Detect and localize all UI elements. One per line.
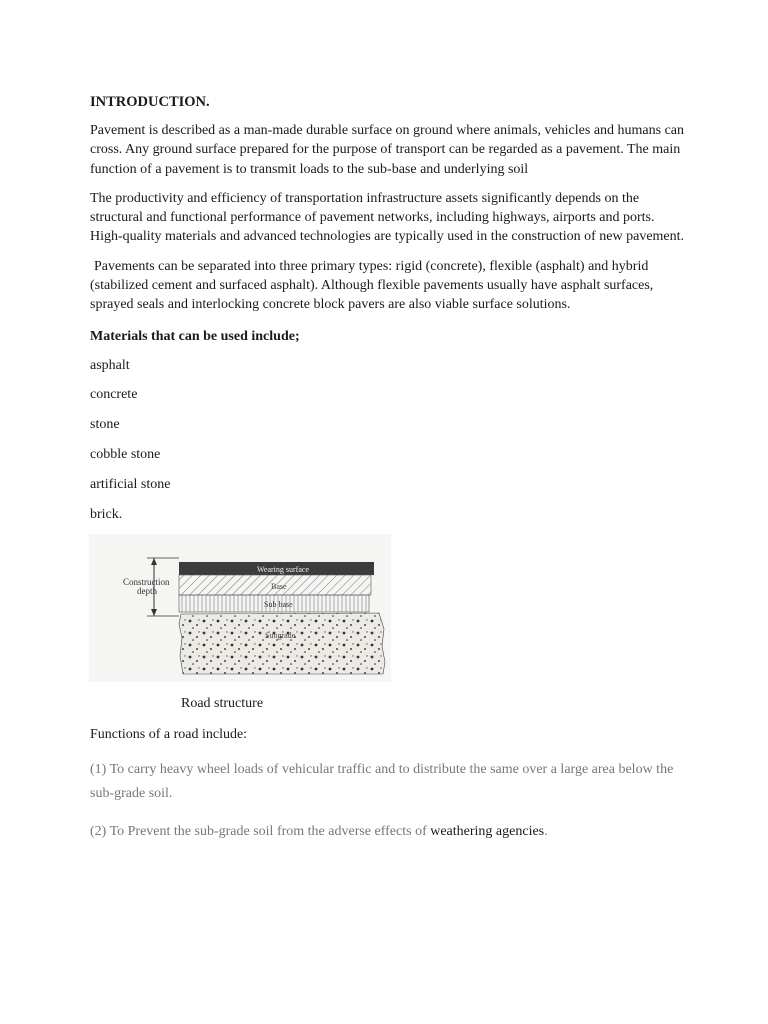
materials-list	[90, 356, 690, 524]
road-structure-figure	[89, 534, 391, 682]
materials-heading: Materials that can be used include;	[90, 328, 300, 344]
function-text: (2) To Prevent the sub-grade soil from the adverse effects of	[90, 824, 431, 840]
sub-base-label: Sub base	[264, 600, 293, 610]
list-item: brick.	[90, 506, 123, 522]
subgrade-label: Subgrade	[265, 631, 296, 641]
functions-title: Functions of a road include:	[90, 727, 248, 743]
section-heading: INTRODUCTION.	[90, 94, 210, 110]
depth-label: depth	[137, 586, 157, 597]
paragraph-1: Pavement is described as a man-made durable surface on ground where animals, vehicles and humans can cross. Any ground surface prepared for the purpose of transport can be regarded as a pavement. The main function of a pavement is to transmit loads to the sub-base and underlying soil	[90, 123, 685, 177]
list-item: asphalt	[90, 357, 130, 373]
wearing-surface-label: Wearing surface	[257, 565, 309, 575]
function-tail: .	[544, 824, 548, 840]
weathering-agencies-text: weathering agencies	[430, 824, 545, 840]
function-text: (1) To carry heavy wheel loads of vehicular traffic and to distribute the same over a large area below the sub-grade soil.	[90, 762, 674, 802]
road-structure-diagram	[89, 534, 391, 682]
function-item-2	[90, 820, 690, 844]
list-item: cobble stone	[90, 447, 161, 463]
paragraph-3: Pavements can be separated into three primary types: rigid (concrete), flexible (asphalt) and hybrid (stabilized cement and surfaced asphalt). Although flexible pavements usually have asphalt surfaces, sprayed seals and interlocking concrete block pavers are also viable surface solutions.	[90, 258, 654, 313]
function-item-1	[90, 758, 690, 806]
paragraph-2: The productivity and efficiency of transportation infrastructure assets significantly depends on the structural and functional performance of pavement networks, including highways, airports and ports. High-quality materials and advanced technologies are typically used in the construction of new pavement.	[90, 190, 685, 245]
figure-caption: Road structure	[181, 696, 264, 712]
construction-label: Construction	[123, 577, 170, 588]
document-page	[90, 93, 690, 844]
list-item: concrete	[90, 387, 138, 403]
base-label: Base	[271, 582, 287, 592]
list-item: stone	[90, 417, 120, 433]
list-item: artificial stone	[90, 476, 171, 492]
